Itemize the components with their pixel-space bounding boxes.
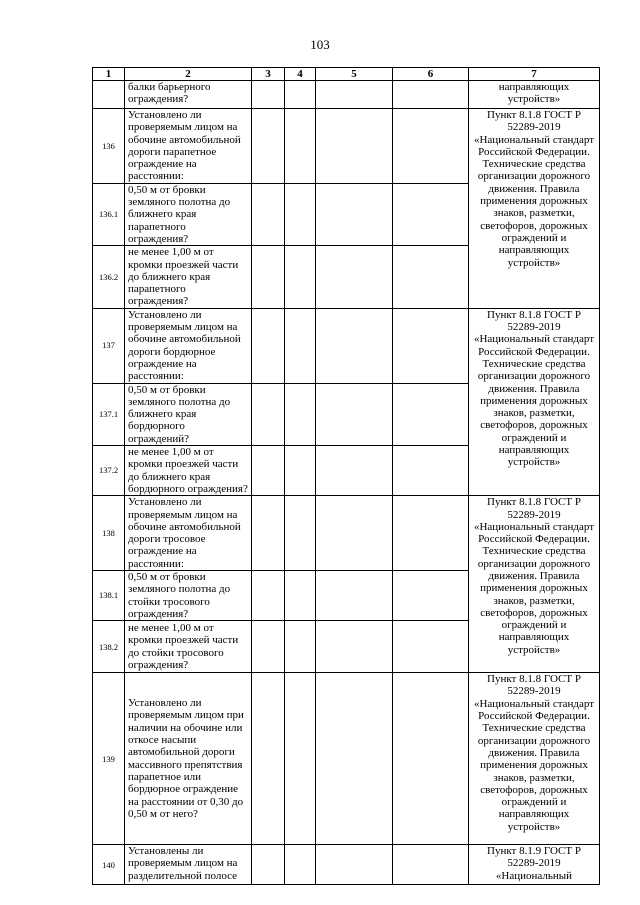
answer-cell-4 — [285, 621, 316, 673]
row-number: 136 — [93, 109, 125, 184]
answer-cell-4 — [285, 109, 316, 184]
table-row — [93, 673, 600, 845]
question-cell: балки барьерного ограждения? — [125, 81, 252, 109]
header-col-4: 4 — [285, 68, 316, 81]
answer-cell-3 — [252, 673, 285, 845]
row-number — [93, 81, 125, 109]
reference-cell: Пункт 8.1.9 ГОСТ Р 52289-2019 «Национальный — [469, 845, 600, 885]
answer-cell-6 — [393, 570, 469, 620]
answer-cell-5 — [316, 496, 393, 571]
answer-cell-6 — [393, 183, 469, 245]
question-cell: не менее 1,00 м от кромки проезжей части до ближнего края парапетного ограждения? — [125, 246, 252, 308]
row-number: 136.1 — [93, 183, 125, 245]
answer-cell-3 — [252, 383, 285, 445]
header-col-3: 3 — [252, 68, 285, 81]
reference-cell: Пункт 8.1.8 ГОСТ Р 52289-2019 «Национальный стандарт Российской Федерации. Технические средства организации дорожного движения. Правила применения дорожных знаков, разметки, светофоров, дорожных ограждений и направляющих устройств» — [469, 109, 600, 309]
table-row — [93, 308, 600, 383]
row-number: 138.2 — [93, 621, 125, 673]
answer-cell-6 — [393, 246, 469, 308]
row-number: 138.1 — [93, 570, 125, 620]
answer-cell-3 — [252, 621, 285, 673]
question-cell: 0,50 м от бровки земляного полотна до ближнего края бордюрного ограждений? — [125, 383, 252, 445]
row-number: 137.2 — [93, 446, 125, 496]
question-cell: 0,50 м от бровки земляного полотна до стойки тросового ограждения? — [125, 570, 252, 620]
header-col-5: 5 — [316, 68, 393, 81]
answer-cell-3 — [252, 246, 285, 308]
row-number: 137 — [93, 308, 125, 383]
answer-cell-4 — [285, 81, 316, 109]
answer-cell-6 — [393, 621, 469, 673]
answer-cell-4 — [285, 845, 316, 885]
answer-cell-6 — [393, 845, 469, 885]
answer-cell-6 — [393, 446, 469, 496]
question-cell: не менее 1,00 м от кромки проезжей части до стойки тросового ограждения? — [125, 621, 252, 673]
page-number: 103 — [310, 37, 330, 52]
reference-cell: Пункт 8.1.8 ГОСТ Р 52289-2019 «Национальный стандарт Российской Федерации. Технические средства организации дорожного движения. Правила применения дорожных знаков, разметки, светофоров, дорожных ограждений и направляющих устройств» — [469, 673, 600, 845]
answer-cell-3 — [252, 183, 285, 245]
header-col-6: 6 — [393, 68, 469, 81]
table-row — [93, 81, 600, 109]
answer-cell-5 — [316, 109, 393, 184]
row-number: 137.1 — [93, 383, 125, 445]
reference-cell: направляющих устройств» — [469, 81, 600, 109]
answer-cell-3 — [252, 109, 285, 184]
table-row — [93, 845, 600, 885]
answer-cell-3 — [252, 446, 285, 496]
question-cell: 0,50 м от бровки земляного полотна до ближнего края парапетного ограждения? — [125, 183, 252, 245]
answer-cell-4 — [285, 246, 316, 308]
row-number: 140 — [93, 845, 125, 885]
answer-cell-3 — [252, 496, 285, 571]
question-cell: Установлены ли проверяемым лицом на разделительной полосе — [125, 845, 252, 885]
answer-cell-4 — [285, 183, 316, 245]
question-cell: Установлено ли проверяемым лицом на обочине автомобильной дороги парапетное ограждение на расстоянии: — [125, 109, 252, 184]
row-number: 139 — [93, 673, 125, 845]
answer-cell-6 — [393, 496, 469, 571]
table-row — [93, 496, 600, 571]
answer-cell-4 — [285, 446, 316, 496]
row-number: 136.2 — [93, 246, 125, 308]
answer-cell-5 — [316, 673, 393, 845]
row-number: 138 — [93, 496, 125, 571]
reference-cell: Пункт 8.1.8 ГОСТ Р 52289-2019 «Национальный стандарт Российской Федерации. Технические средства организации дорожного движения. Правила применения дорожных знаков, разметки, светофоров, дорожных ограждений и направляющих устройств» — [469, 496, 600, 673]
answer-cell-6 — [393, 383, 469, 445]
answer-cell-6 — [393, 308, 469, 383]
header-col-2: 2 — [125, 68, 252, 81]
header-row — [93, 68, 600, 81]
question-cell: Установлено ли проверяемым лицом при наличии на обочине или откосе насыпи автомобильной дороги массивного препятствия парапетное или бордюрное ограждение на расстоянии от 0,30 до 0,50 м от него? — [125, 673, 252, 845]
answer-cell-4 — [285, 496, 316, 571]
answer-cell-4 — [285, 673, 316, 845]
answer-cell-6 — [393, 673, 469, 845]
table-row — [93, 109, 600, 184]
answer-cell-5 — [316, 308, 393, 383]
checklist-table — [92, 67, 600, 885]
answer-cell-6 — [393, 81, 469, 109]
answer-cell-5 — [316, 621, 393, 673]
answer-cell-5 — [316, 845, 393, 885]
header-col-7: 7 — [469, 68, 600, 81]
question-cell: Установлено ли проверяемым лицом на обочине автомобильной дороги бордюрное ограждение на расстоянии: — [125, 308, 252, 383]
answer-cell-4 — [285, 383, 316, 445]
header-col-1: 1 — [93, 68, 125, 81]
answer-cell-3 — [252, 570, 285, 620]
question-cell: Установлено ли проверяемым лицом на обочине автомобильной дороги тросовое ограждение на расстоянии: — [125, 496, 252, 571]
answer-cell-5 — [316, 570, 393, 620]
answer-cell-5 — [316, 183, 393, 245]
reference-cell: Пункт 8.1.8 ГОСТ Р 52289-2019 «Национальный стандарт Российской Федерации. Технические средства организации дорожного движения. Правила применения дорожных знаков, разметки, светофоров, дорожных ограждений и направляющих устройств» — [469, 308, 600, 495]
answer-cell-5 — [316, 246, 393, 308]
answer-cell-3 — [252, 81, 285, 109]
answer-cell-5 — [316, 81, 393, 109]
answer-cell-6 — [393, 109, 469, 184]
answer-cell-5 — [316, 446, 393, 496]
answer-cell-4 — [285, 308, 316, 383]
answer-cell-3 — [252, 845, 285, 885]
question-cell: не менее 1,00 м от кромки проезжей части до ближнего края бордюрного ограждения? — [125, 446, 252, 496]
answer-cell-3 — [252, 308, 285, 383]
answer-cell-5 — [316, 383, 393, 445]
answer-cell-4 — [285, 570, 316, 620]
